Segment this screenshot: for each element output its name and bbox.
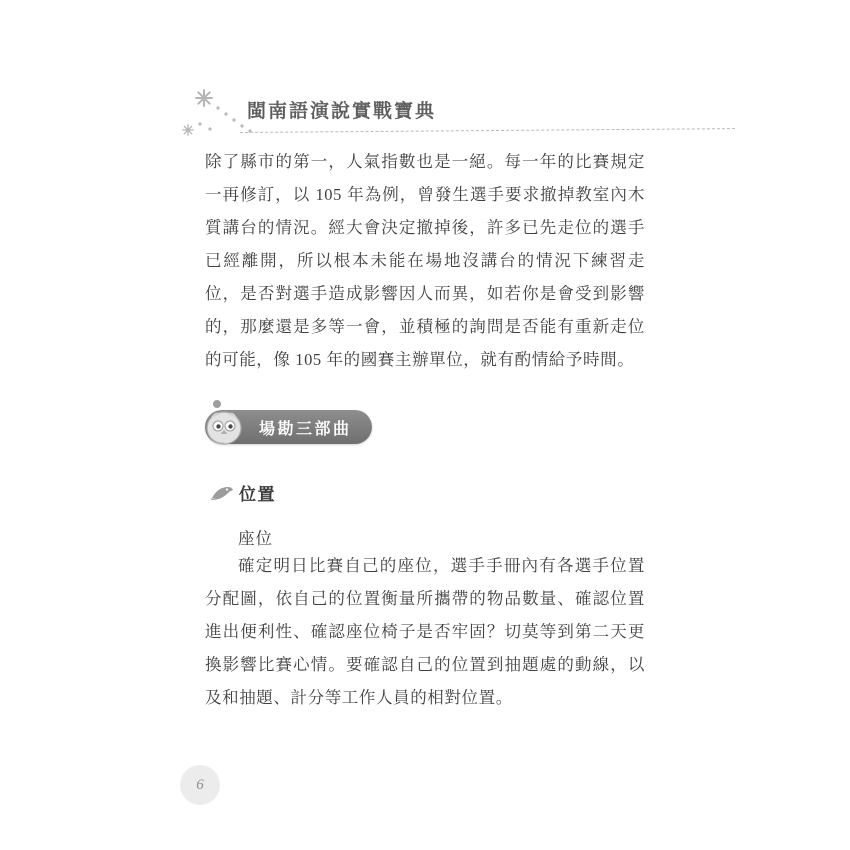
subsection-paragraph: 確定明日比賽自己的座位，選手手冊內有各選手位置分配圖，依自己的位置衡量所攜帶的物品數量、確認位置進出便利性、確認座位椅子是否牢固？切莫等到第二天更換影響比賽心情。要確認自己的位置到抽題處的動線，以及和抽題、計分等工作人員的相對位置。 (205, 556, 645, 707)
page-header (0, 40, 850, 122)
page-number: 6 (180, 765, 220, 805)
page-content (205, 145, 645, 714)
subsection-heading (209, 480, 645, 505)
subsection-heading-label: 位置 (239, 485, 276, 504)
header-divider (240, 128, 735, 133)
section-heading-pill (205, 410, 372, 444)
subsection-sub-heading: 座位 (238, 529, 273, 548)
book-title: 閩南語演說實戰寶典 (247, 101, 437, 122)
section-heading-label: 場勘三部曲 (259, 420, 352, 438)
body-paragraph-1: 除了縣市的第一，人氣指數也是一絕。每一年的比賽規定一再修訂，以 105 年為例，曾發生選手要求撤掉教室內木質講台的情況。經大會決定撤掉後，許多已先走位的選手已經離開，所以根本未能在場地沒講台的情況下練習走位，是否對選手造成影響因人而異，如若你是會受到影響的，那麼還是多等一會，並積極的詢問是否能有重新走位的可能，像 105 年的國賽主辦單位，就有酌情給予時間。 (205, 152, 645, 369)
owl-mascot-icon (197, 398, 255, 450)
bird-icon (209, 482, 235, 504)
